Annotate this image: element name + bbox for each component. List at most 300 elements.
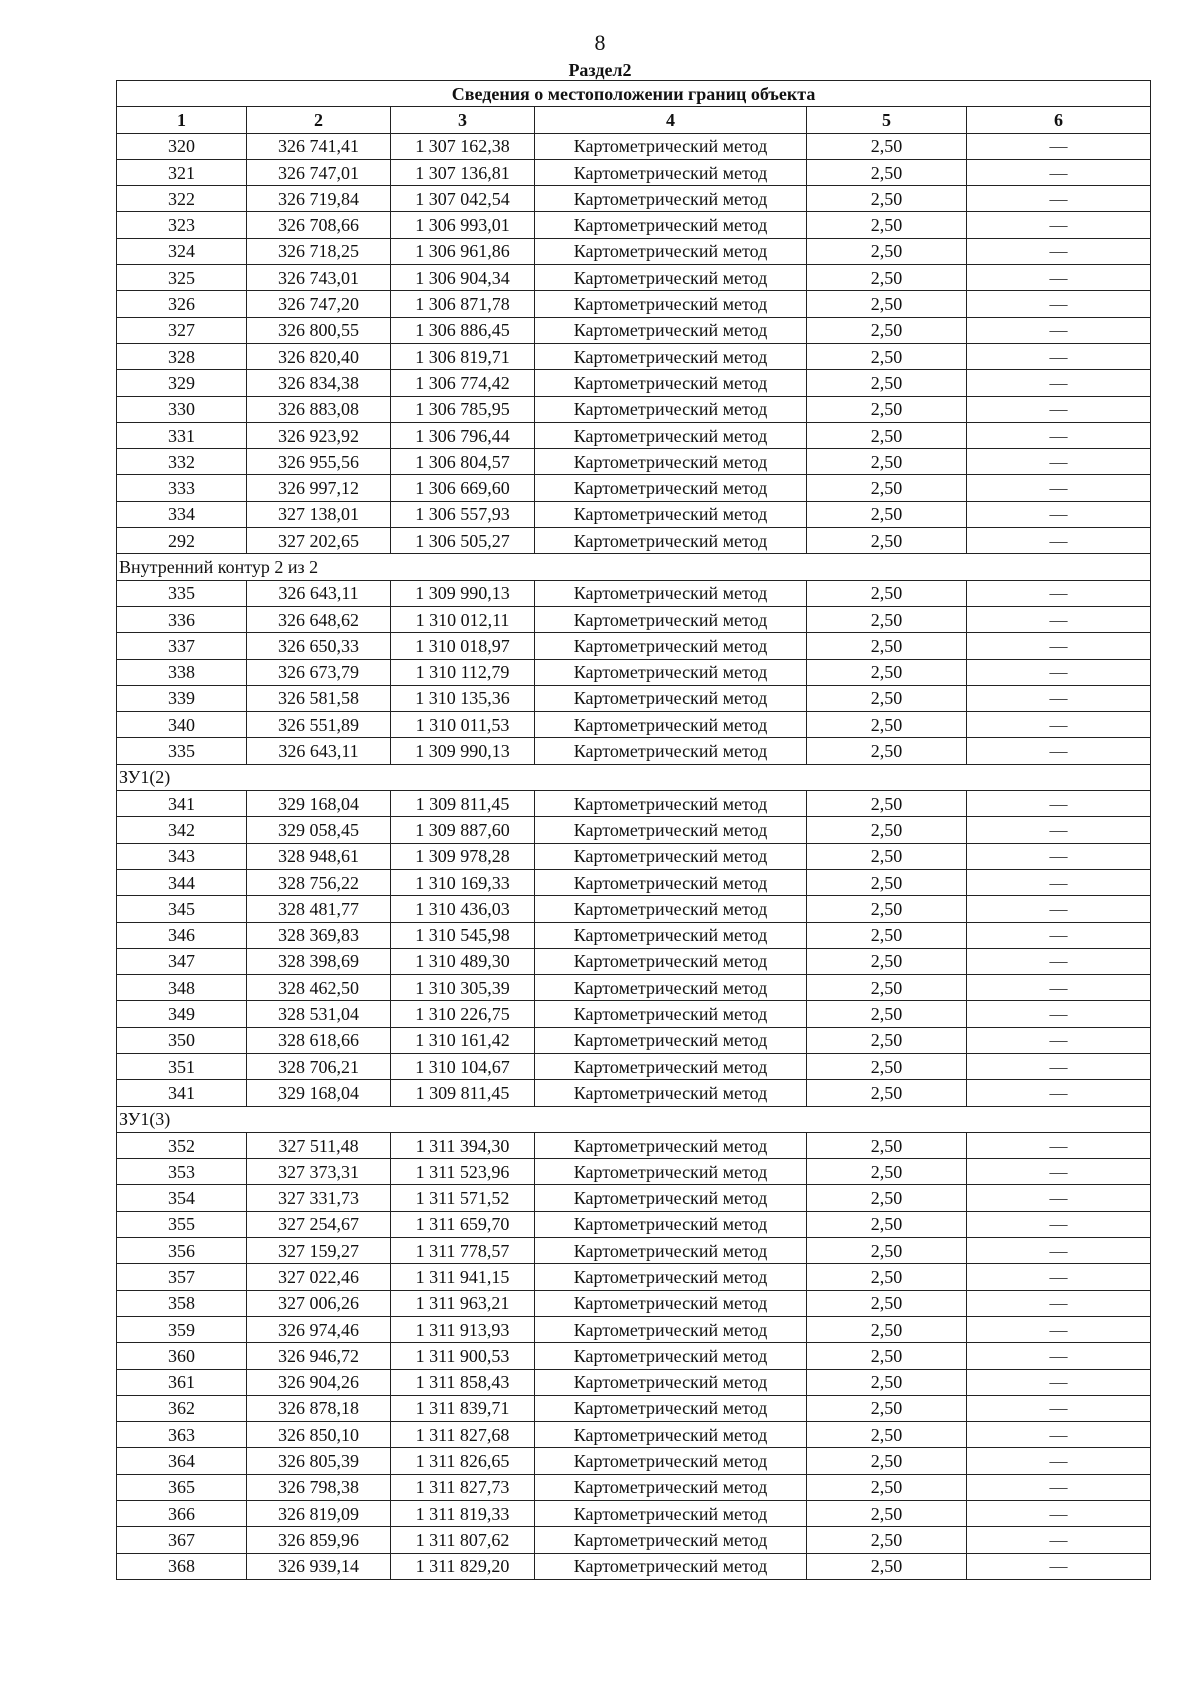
y-coordinate-cell: 1 306 669,60 xyxy=(391,475,535,501)
description-cell: — xyxy=(967,1053,1151,1079)
determination-method-cell: Картометрический метод xyxy=(535,896,807,922)
point-number-cell: 356 xyxy=(117,1238,247,1264)
y-coordinate-cell: 1 310 104,67 xyxy=(391,1053,535,1079)
determination-method-cell: Картометрический метод xyxy=(535,948,807,974)
determination-method-cell: Картометрический метод xyxy=(535,501,807,527)
accuracy-cell: 2,50 xyxy=(807,580,967,606)
column-header: 5 xyxy=(807,107,967,133)
y-coordinate-cell: 1 306 557,93 xyxy=(391,501,535,527)
determination-method-cell: Картометрический метод xyxy=(535,1316,807,1342)
contour-group-label: ЗУ1(2) xyxy=(117,764,1151,790)
x-coordinate-cell: 326 643,11 xyxy=(247,580,391,606)
y-coordinate-cell: 1 309 887,60 xyxy=(391,817,535,843)
determination-method-cell: Картометрический метод xyxy=(535,922,807,948)
x-coordinate-cell: 329 058,45 xyxy=(247,817,391,843)
x-coordinate-cell: 326 708,66 xyxy=(247,212,391,238)
accuracy-cell: 2,50 xyxy=(807,1159,967,1185)
x-coordinate-cell: 326 834,38 xyxy=(247,370,391,396)
y-coordinate-cell: 1 306 819,71 xyxy=(391,343,535,369)
y-coordinate-cell: 1 310 489,30 xyxy=(391,948,535,974)
description-cell: — xyxy=(967,1080,1151,1106)
accuracy-cell: 2,50 xyxy=(807,1290,967,1316)
point-number-cell: 357 xyxy=(117,1264,247,1290)
determination-method-cell: Картометрический метод xyxy=(535,791,807,817)
accuracy-cell: 2,50 xyxy=(807,291,967,317)
table-row xyxy=(117,791,1151,817)
determination-method-cell: Картометрический метод xyxy=(535,1027,807,1053)
table-row xyxy=(117,422,1151,448)
description-cell: — xyxy=(967,1159,1151,1185)
accuracy-cell: 2,50 xyxy=(807,186,967,212)
y-coordinate-cell: 1 310 011,53 xyxy=(391,712,535,738)
x-coordinate-cell: 327 159,27 xyxy=(247,1238,391,1264)
y-coordinate-cell: 1 310 545,98 xyxy=(391,922,535,948)
description-cell: — xyxy=(967,1001,1151,1027)
x-coordinate-cell: 326 650,33 xyxy=(247,633,391,659)
x-coordinate-cell: 326 643,11 xyxy=(247,738,391,764)
y-coordinate-cell: 1 306 785,95 xyxy=(391,396,535,422)
determination-method-cell: Картометрический метод xyxy=(535,343,807,369)
point-number-cell: 329 xyxy=(117,370,247,396)
table-row xyxy=(117,159,1151,185)
table-row xyxy=(117,370,1151,396)
accuracy-cell: 2,50 xyxy=(807,265,967,291)
description-cell: — xyxy=(967,580,1151,606)
table-row xyxy=(117,1553,1151,1579)
accuracy-cell: 2,50 xyxy=(807,212,967,238)
determination-method-cell: Картометрический метод xyxy=(535,975,807,1001)
accuracy-cell: 2,50 xyxy=(807,422,967,448)
accuracy-cell: 2,50 xyxy=(807,606,967,632)
y-coordinate-cell: 1 311 827,73 xyxy=(391,1474,535,1500)
x-coordinate-cell: 326 974,46 xyxy=(247,1316,391,1342)
accuracy-cell: 2,50 xyxy=(807,1448,967,1474)
determination-method-cell: Картометрический метод xyxy=(535,738,807,764)
table-row xyxy=(117,869,1151,895)
x-coordinate-cell: 328 531,04 xyxy=(247,1001,391,1027)
determination-method-cell: Картометрический метод xyxy=(535,1264,807,1290)
description-cell: — xyxy=(967,1527,1151,1553)
accuracy-cell: 2,50 xyxy=(807,1238,967,1264)
y-coordinate-cell: 1 310 018,97 xyxy=(391,633,535,659)
determination-method-cell: Картометрический метод xyxy=(535,843,807,869)
description-cell: — xyxy=(967,501,1151,527)
description-cell: — xyxy=(967,370,1151,396)
point-number-cell: 328 xyxy=(117,343,247,369)
x-coordinate-cell: 326 741,41 xyxy=(247,133,391,159)
y-coordinate-cell: 1 311 778,57 xyxy=(391,1238,535,1264)
x-coordinate-cell: 326 551,89 xyxy=(247,712,391,738)
determination-method-cell: Картометрический метод xyxy=(535,1343,807,1369)
table-row xyxy=(117,133,1151,159)
point-number-cell: 338 xyxy=(117,659,247,685)
description-cell: — xyxy=(967,975,1151,1001)
table-row xyxy=(117,712,1151,738)
description-cell: — xyxy=(967,265,1151,291)
table-row xyxy=(117,633,1151,659)
y-coordinate-cell: 1 306 961,86 xyxy=(391,238,535,264)
description-cell: — xyxy=(967,922,1151,948)
boundary-coordinates-table xyxy=(116,80,1151,1580)
point-number-cell: 347 xyxy=(117,948,247,974)
y-coordinate-cell: 1 307 136,81 xyxy=(391,159,535,185)
determination-method-cell: Картометрический метод xyxy=(535,528,807,554)
accuracy-cell: 2,50 xyxy=(807,1527,967,1553)
contour-group-row xyxy=(117,1106,1151,1132)
accuracy-cell: 2,50 xyxy=(807,133,967,159)
y-coordinate-cell: 1 311 858,43 xyxy=(391,1369,535,1395)
point-number-cell: 361 xyxy=(117,1369,247,1395)
table-row xyxy=(117,265,1151,291)
point-number-cell: 336 xyxy=(117,606,247,632)
determination-method-cell: Картометрический метод xyxy=(535,291,807,317)
determination-method-cell: Картометрический метод xyxy=(535,633,807,659)
table-row xyxy=(117,922,1151,948)
table-row xyxy=(117,1080,1151,1106)
x-coordinate-cell: 326 743,01 xyxy=(247,265,391,291)
x-coordinate-cell: 326 939,14 xyxy=(247,1553,391,1579)
y-coordinate-cell: 1 306 871,78 xyxy=(391,291,535,317)
x-coordinate-cell: 326 747,20 xyxy=(247,291,391,317)
column-header: 3 xyxy=(391,107,535,133)
determination-method-cell: Картометрический метод xyxy=(535,396,807,422)
point-number-cell: 334 xyxy=(117,501,247,527)
x-coordinate-cell: 327 202,65 xyxy=(247,528,391,554)
determination-method-cell: Картометрический метод xyxy=(535,1501,807,1527)
description-cell: — xyxy=(967,738,1151,764)
point-number-cell: 325 xyxy=(117,265,247,291)
x-coordinate-cell: 326 819,09 xyxy=(247,1501,391,1527)
x-coordinate-cell: 326 923,92 xyxy=(247,422,391,448)
point-number-cell: 354 xyxy=(117,1185,247,1211)
description-cell: — xyxy=(967,869,1151,895)
description-cell: — xyxy=(967,449,1151,475)
description-cell: — xyxy=(967,633,1151,659)
point-number-cell: 331 xyxy=(117,422,247,448)
x-coordinate-cell: 326 859,96 xyxy=(247,1527,391,1553)
x-coordinate-cell: 326 719,84 xyxy=(247,186,391,212)
accuracy-cell: 2,50 xyxy=(807,1474,967,1500)
accuracy-cell: 2,50 xyxy=(807,1369,967,1395)
point-number-cell: 340 xyxy=(117,712,247,738)
x-coordinate-cell: 328 618,66 xyxy=(247,1027,391,1053)
description-cell: — xyxy=(967,948,1151,974)
table-row xyxy=(117,1422,1151,1448)
point-number-cell: 366 xyxy=(117,1501,247,1527)
determination-method-cell: Картометрический метод xyxy=(535,238,807,264)
table-body xyxy=(117,133,1151,1579)
column-header: 4 xyxy=(535,107,807,133)
description-cell: — xyxy=(967,1553,1151,1579)
accuracy-cell: 2,50 xyxy=(807,843,967,869)
determination-method-cell: Картометрический метод xyxy=(535,212,807,238)
point-number-cell: 322 xyxy=(117,186,247,212)
description-cell: — xyxy=(967,343,1151,369)
y-coordinate-cell: 1 311 829,20 xyxy=(391,1553,535,1579)
table-row xyxy=(117,186,1151,212)
determination-method-cell: Картометрический метод xyxy=(535,1395,807,1421)
y-coordinate-cell: 1 309 811,45 xyxy=(391,1080,535,1106)
point-number-cell: 324 xyxy=(117,238,247,264)
point-number-cell: 360 xyxy=(117,1343,247,1369)
table-row xyxy=(117,501,1151,527)
table-row xyxy=(117,396,1151,422)
accuracy-cell: 2,50 xyxy=(807,1001,967,1027)
x-coordinate-cell: 326 798,38 xyxy=(247,1474,391,1500)
description-cell: — xyxy=(967,1290,1151,1316)
y-coordinate-cell: 1 306 505,27 xyxy=(391,528,535,554)
column-header: 2 xyxy=(247,107,391,133)
table-row xyxy=(117,1474,1151,1500)
accuracy-cell: 2,50 xyxy=(807,343,967,369)
determination-method-cell: Картометрический метод xyxy=(535,1080,807,1106)
table-row xyxy=(117,1448,1151,1474)
determination-method-cell: Картометрический метод xyxy=(535,817,807,843)
determination-method-cell: Картометрический метод xyxy=(535,685,807,711)
y-coordinate-cell: 1 306 796,44 xyxy=(391,422,535,448)
point-number-cell: 320 xyxy=(117,133,247,159)
y-coordinate-cell: 1 310 226,75 xyxy=(391,1001,535,1027)
table-row xyxy=(117,475,1151,501)
y-coordinate-cell: 1 309 990,13 xyxy=(391,580,535,606)
table-row xyxy=(117,606,1151,632)
description-cell: — xyxy=(967,475,1151,501)
table-row xyxy=(117,1185,1151,1211)
table-row xyxy=(117,1159,1151,1185)
accuracy-cell: 2,50 xyxy=(807,1264,967,1290)
determination-method-cell: Картометрический метод xyxy=(535,1238,807,1264)
description-cell: — xyxy=(967,817,1151,843)
accuracy-cell: 2,50 xyxy=(807,1422,967,1448)
accuracy-cell: 2,50 xyxy=(807,948,967,974)
contour-group-row xyxy=(117,554,1151,580)
description-cell: — xyxy=(967,1027,1151,1053)
x-coordinate-cell: 326 581,58 xyxy=(247,685,391,711)
point-number-cell: 345 xyxy=(117,896,247,922)
description-cell: — xyxy=(967,1395,1151,1421)
table-row xyxy=(117,1027,1151,1053)
point-number-cell: 337 xyxy=(117,633,247,659)
accuracy-cell: 2,50 xyxy=(807,1211,967,1237)
determination-method-cell: Картометрический метод xyxy=(535,606,807,632)
x-coordinate-cell: 326 904,26 xyxy=(247,1369,391,1395)
x-coordinate-cell: 326 878,18 xyxy=(247,1395,391,1421)
point-number-cell: 362 xyxy=(117,1395,247,1421)
y-coordinate-cell: 1 306 774,42 xyxy=(391,370,535,396)
description-cell: — xyxy=(967,685,1151,711)
description-cell: — xyxy=(967,1185,1151,1211)
x-coordinate-cell: 326 955,56 xyxy=(247,449,391,475)
x-coordinate-cell: 328 369,83 xyxy=(247,922,391,948)
accuracy-cell: 2,50 xyxy=(807,1027,967,1053)
point-number-cell: 333 xyxy=(117,475,247,501)
table-row xyxy=(117,1211,1151,1237)
point-number-cell: 292 xyxy=(117,528,247,554)
table-row xyxy=(117,1264,1151,1290)
y-coordinate-cell: 1 311 826,65 xyxy=(391,1448,535,1474)
table-row xyxy=(117,343,1151,369)
table-row xyxy=(117,659,1151,685)
determination-method-cell: Картометрический метод xyxy=(535,1527,807,1553)
contour-group-label: Внутренний контур 2 из 2 xyxy=(117,554,1151,580)
y-coordinate-cell: 1 310 169,33 xyxy=(391,869,535,895)
accuracy-cell: 2,50 xyxy=(807,501,967,527)
point-number-cell: 367 xyxy=(117,1527,247,1553)
x-coordinate-cell: 328 481,77 xyxy=(247,896,391,922)
determination-method-cell: Картометрический метод xyxy=(535,1185,807,1211)
x-coordinate-cell: 328 706,21 xyxy=(247,1053,391,1079)
accuracy-cell: 2,50 xyxy=(807,1080,967,1106)
description-cell: — xyxy=(967,317,1151,343)
y-coordinate-cell: 1 310 112,79 xyxy=(391,659,535,685)
table-row xyxy=(117,1238,1151,1264)
x-coordinate-cell: 326 946,72 xyxy=(247,1343,391,1369)
point-number-cell: 341 xyxy=(117,791,247,817)
column-header: 1 xyxy=(117,107,247,133)
description-cell: — xyxy=(967,1501,1151,1527)
y-coordinate-cell: 1 311 963,21 xyxy=(391,1290,535,1316)
determination-method-cell: Картометрический метод xyxy=(535,1159,807,1185)
x-coordinate-cell: 327 331,73 xyxy=(247,1185,391,1211)
point-number-cell: 348 xyxy=(117,975,247,1001)
x-coordinate-cell: 326 673,79 xyxy=(247,659,391,685)
determination-method-cell: Картометрический метод xyxy=(535,869,807,895)
description-cell: — xyxy=(967,791,1151,817)
point-number-cell: 335 xyxy=(117,580,247,606)
x-coordinate-cell: 326 648,62 xyxy=(247,606,391,632)
accuracy-cell: 2,50 xyxy=(807,449,967,475)
x-coordinate-cell: 328 462,50 xyxy=(247,975,391,1001)
point-number-cell: 330 xyxy=(117,396,247,422)
page-number: 8 xyxy=(594,30,606,55)
x-coordinate-cell: 329 168,04 xyxy=(247,791,391,817)
x-coordinate-cell: 326 805,39 xyxy=(247,1448,391,1474)
accuracy-cell: 2,50 xyxy=(807,869,967,895)
accuracy-cell: 2,50 xyxy=(807,685,967,711)
determination-method-cell: Картометрический метод xyxy=(535,1448,807,1474)
determination-method-cell: Картометрический метод xyxy=(535,475,807,501)
accuracy-cell: 2,50 xyxy=(807,528,967,554)
point-number-cell: 343 xyxy=(117,843,247,869)
contour-group-label: ЗУ1(3) xyxy=(117,1106,1151,1132)
y-coordinate-cell: 1 311 913,93 xyxy=(391,1316,535,1342)
point-number-cell: 364 xyxy=(117,1448,247,1474)
column-header: 6 xyxy=(967,107,1151,133)
accuracy-cell: 2,50 xyxy=(807,159,967,185)
description-cell: — xyxy=(967,1132,1151,1158)
description-cell: — xyxy=(967,133,1151,159)
x-coordinate-cell: 329 168,04 xyxy=(247,1080,391,1106)
determination-method-cell: Картометрический метод xyxy=(535,159,807,185)
determination-method-cell: Картометрический метод xyxy=(535,1369,807,1395)
y-coordinate-cell: 1 307 162,38 xyxy=(391,133,535,159)
accuracy-cell: 2,50 xyxy=(807,712,967,738)
accuracy-cell: 2,50 xyxy=(807,1132,967,1158)
y-coordinate-cell: 1 310 436,03 xyxy=(391,896,535,922)
table-row xyxy=(117,291,1151,317)
accuracy-cell: 2,50 xyxy=(807,738,967,764)
x-coordinate-cell: 326 718,25 xyxy=(247,238,391,264)
y-coordinate-cell: 1 309 978,28 xyxy=(391,843,535,869)
section-title: Раздел2 xyxy=(568,60,632,80)
y-coordinate-cell: 1 311 571,52 xyxy=(391,1185,535,1211)
description-cell: — xyxy=(967,843,1151,869)
determination-method-cell: Картометрический метод xyxy=(535,1001,807,1027)
point-number-cell: 350 xyxy=(117,1027,247,1053)
y-coordinate-cell: 1 311 523,96 xyxy=(391,1159,535,1185)
table-row xyxy=(117,449,1151,475)
x-coordinate-cell: 328 756,22 xyxy=(247,869,391,895)
determination-method-cell: Картометрический метод xyxy=(535,370,807,396)
point-number-cell: 327 xyxy=(117,317,247,343)
point-number-cell: 335 xyxy=(117,738,247,764)
x-coordinate-cell: 326 997,12 xyxy=(247,475,391,501)
x-coordinate-cell: 326 883,08 xyxy=(247,396,391,422)
x-coordinate-cell: 326 747,01 xyxy=(247,159,391,185)
accuracy-cell: 2,50 xyxy=(807,1395,967,1421)
description-cell: — xyxy=(967,896,1151,922)
accuracy-cell: 2,50 xyxy=(807,238,967,264)
determination-method-cell: Картометрический метод xyxy=(535,317,807,343)
description-cell: — xyxy=(967,1369,1151,1395)
y-coordinate-cell: 1 311 659,70 xyxy=(391,1211,535,1237)
table-row xyxy=(117,1001,1151,1027)
table-row xyxy=(117,1343,1151,1369)
column-header-row xyxy=(117,107,1151,133)
description-cell: — xyxy=(967,1238,1151,1264)
y-coordinate-cell: 1 311 900,53 xyxy=(391,1343,535,1369)
description-cell: — xyxy=(967,238,1151,264)
accuracy-cell: 2,50 xyxy=(807,659,967,685)
table-row xyxy=(117,317,1151,343)
point-number-cell: 323 xyxy=(117,212,247,238)
point-number-cell: 352 xyxy=(117,1132,247,1158)
y-coordinate-cell: 1 311 819,33 xyxy=(391,1501,535,1527)
table-row xyxy=(117,685,1151,711)
y-coordinate-cell: 1 311 839,71 xyxy=(391,1395,535,1421)
description-cell: — xyxy=(967,606,1151,632)
determination-method-cell: Картометрический метод xyxy=(535,1211,807,1237)
description-cell: — xyxy=(967,1474,1151,1500)
accuracy-cell: 2,50 xyxy=(807,896,967,922)
table-row xyxy=(117,1053,1151,1079)
table-row xyxy=(117,738,1151,764)
table-row xyxy=(117,580,1151,606)
point-number-cell: 351 xyxy=(117,1053,247,1079)
table-row xyxy=(117,817,1151,843)
point-number-cell: 342 xyxy=(117,817,247,843)
determination-method-cell: Картометрический метод xyxy=(535,659,807,685)
determination-method-cell: Картометрический метод xyxy=(535,133,807,159)
accuracy-cell: 2,50 xyxy=(807,633,967,659)
y-coordinate-cell: 1 309 990,13 xyxy=(391,738,535,764)
description-cell: — xyxy=(967,1343,1151,1369)
y-coordinate-cell: 1 310 135,36 xyxy=(391,685,535,711)
description-cell: — xyxy=(967,1316,1151,1342)
determination-method-cell: Картометрический метод xyxy=(535,186,807,212)
table-row xyxy=(117,238,1151,264)
table-row xyxy=(117,1316,1151,1342)
table-row xyxy=(117,528,1151,554)
table-row xyxy=(117,1290,1151,1316)
description-cell: — xyxy=(967,1422,1151,1448)
table-row xyxy=(117,896,1151,922)
table-row xyxy=(117,1501,1151,1527)
y-coordinate-cell: 1 311 394,30 xyxy=(391,1132,535,1158)
table-row xyxy=(117,948,1151,974)
x-coordinate-cell: 327 254,67 xyxy=(247,1211,391,1237)
point-number-cell: 326 xyxy=(117,291,247,317)
